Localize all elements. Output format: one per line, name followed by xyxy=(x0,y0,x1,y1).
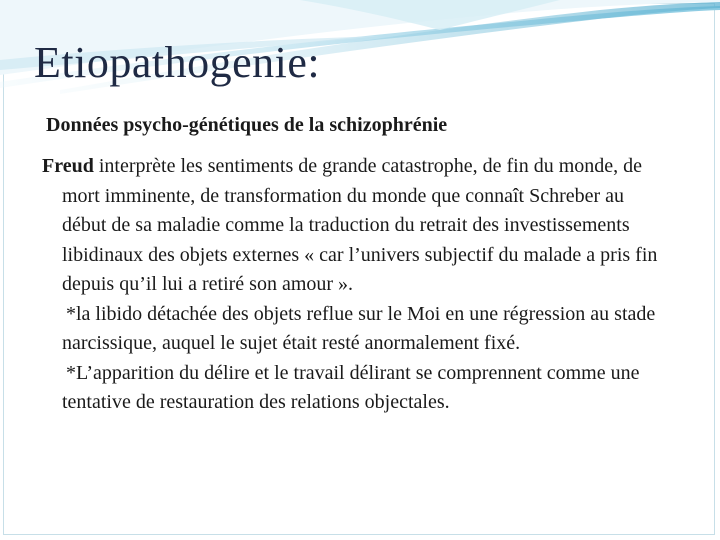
paragraph-libido: *la libido détachée des objets reflue sur le Moi en une régression au stade narcissique, auquel le sujet était resté anormalement fixé. xyxy=(62,302,656,354)
paragraph-freud-text: interprète les sentiments de grande catastrophe, de fin du monde, de mort imminente, de transformation du monde que connaît Schreber au début de sa maladie comme la traduction du retrait des investissements libidinaux des objets externes « car l’univers subjectif du malade a pris fin depuis qu’il lui a retiré son amour ». xyxy=(62,155,658,295)
paragraph-freud xyxy=(42,152,672,300)
slide-body xyxy=(42,152,672,418)
paragraph-freud-lead: Freud xyxy=(42,155,94,177)
slide-title: Etiopathogenie: xyxy=(34,38,321,87)
paragraph-delire: *L’apparition du délire et le travail délirant se comprennent comme une tentative de restauration des relations objectales. xyxy=(62,361,640,413)
slide-subtitle: Données psycho-génétiques de la schizophrénie xyxy=(46,114,448,136)
